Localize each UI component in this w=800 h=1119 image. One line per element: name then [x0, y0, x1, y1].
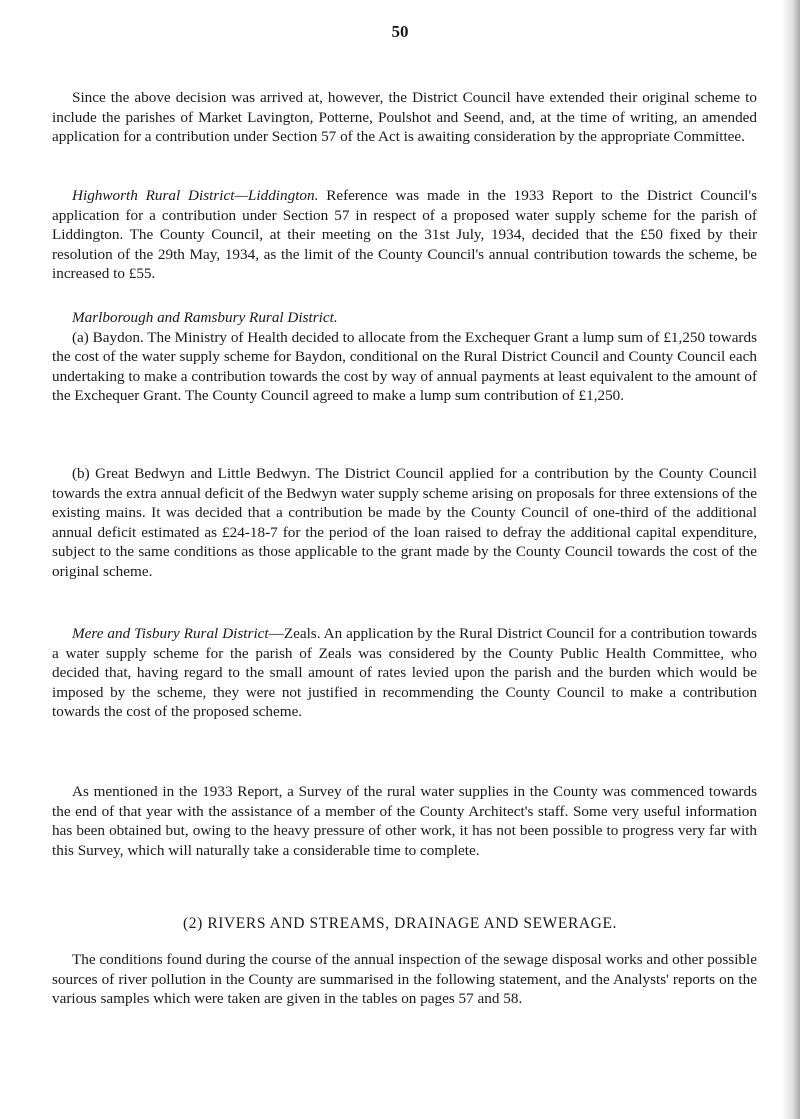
paragraph-mere-tisbury: [52, 624, 757, 722]
paragraph-rivers: [52, 950, 757, 1009]
paragraph-bedwyn-text: (b) Great Bedwyn and Little Bedwyn. The District Council applied for a contribution by the County Council towards the extra annual deficit of the Bedwyn water supply scheme arising on proposals for three extensions of the existing mains. It was decided that a contribution be made by the County Council of one-third of the additional annual deficit estimated as £24-18-7 for the period of the loan raised to defray the additional capital expenditure, subject to the same conditions as those applicable to the grant made by the County Council towards the cost of the original scheme.: [52, 465, 757, 580]
paragraph-bedwyn: [52, 464, 757, 582]
page-edge-shadow: [782, 0, 800, 1119]
paragraph-survey-text: As mentioned in the 1933 Report, a Survey of the rural water supplies in the County was commenced towards the end of that year with the assistance of a member of the County Architect's staff. Some very useful information has been obtained but, owing to the heavy pressure of other work, it has not been possible to progress very far with this Survey, which will naturally take a considerable time to complete.: [52, 783, 757, 859]
paragraph-title-mere-tisbury: Mere and Tisbury Rural District: [72, 625, 269, 642]
paragraph-baydon: (a) Baydon. The Ministry of Health decided to allocate from the Exchequer Grant a lump sum of £1,250 towards the cost of the water supply scheme for Baydon, conditional on the Rural District Council and County Council each undertaking to make a contribution towards the cost by way of annual payments at least equivalent to the amount of the Exchequer Grant. The County Council agreed to make a lump sum contribution of £1,250.: [52, 328, 757, 405]
section-heading: (2) RIVERS AND STREAMS, DRAINAGE AND SEWERAGE.: [182, 915, 618, 932]
paragraph-survey: [52, 782, 757, 860]
page-number: 50: [391, 22, 409, 41]
paragraph-title-highworth: Highworth Rural District—Liddington.: [72, 187, 319, 204]
paragraph-title-marlborough: Marlborough and Ramsbury Rural District.: [72, 309, 338, 326]
paragraph-marlborough: [52, 308, 757, 406]
paragraph-text: Since the above decision was arrived at, however, the District Council have extended their original scheme to include the parishes of Market Lavington, Potterne, Poulshot and Seend, and, at the time of writing, an amended application for a contribution under Section 57 of the Act is awaiting consideration by the appropriate Committee.: [52, 89, 757, 146]
paragraph-body-mere-tisbury: —Zeals. An application by the Rural District Council for a contribution towards a water supply scheme for the parish of Zeals was considered by the County Public Health Committee, who decided that, having regard to the small amount of rates levied upon the parish and the burden which would be imposed by the scheme, they were not justified in recommending the County Council to make a contribution towards the cost of the proposed scheme.: [52, 625, 757, 721]
paragraph-highworth: [52, 186, 757, 284]
paragraph-rivers-text: The conditions found during the course of the annual inspection of the sewage disposal works and other possible sources of river pollution in the County are summarised in the following statement, and the Analysts' reports on the various samples which were taken are given in the tables on pages 57 and 58.: [52, 951, 757, 1008]
paragraph-extended-scheme: [52, 88, 757, 147]
paragraph-body-highworth: Reference was made in the 1933 Report to the District Council's application for a contribution under Section 57 in respect of a proposed water supply scheme for the parish of Liddington. The County Council, at their meeting on the 31st July, 1934, decided that the £50 fixed by their resolution of the 29th May, 1934, as the limit of the County Council's annual contribution towards the scheme, be increased to £55.: [52, 187, 758, 283]
